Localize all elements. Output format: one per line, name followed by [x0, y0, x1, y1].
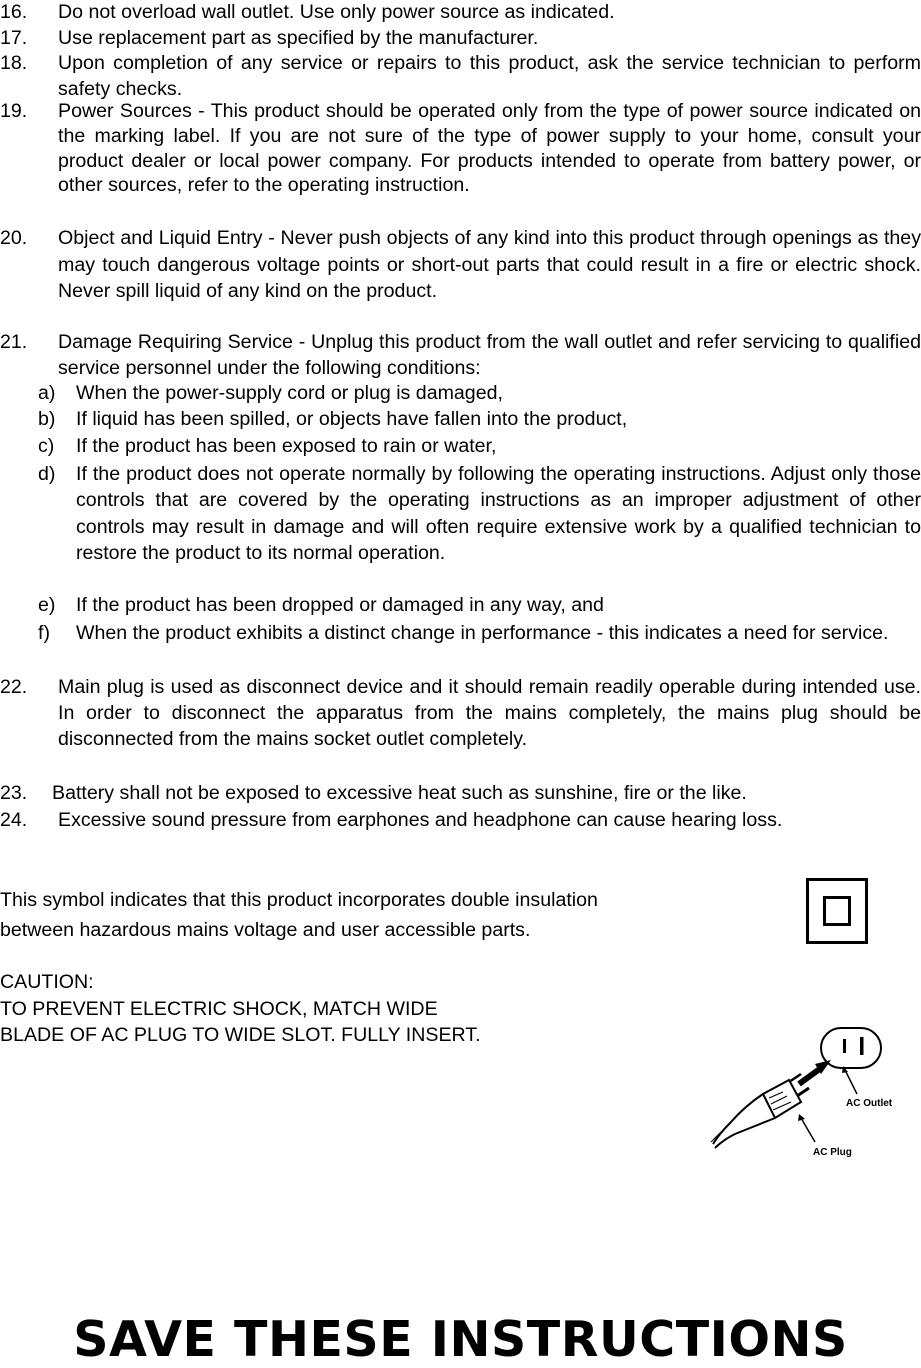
condition-letter: e) [38, 594, 56, 616]
ac-plug-outlet-illustration [705, 1022, 901, 1162]
condition-item [38, 461, 921, 566]
instruction-item [0, 0, 921, 26]
condition-text: If liquid has been spilled, or objects have fallen into the product, [76, 408, 628, 430]
instruction-item [0, 808, 921, 834]
caution-heading: CAUTION: [0, 971, 94, 993]
condition-letter: f) [38, 622, 50, 644]
condition-letter: d) [38, 463, 56, 485]
item-number: 19. [0, 100, 28, 122]
caution-line: BLADE OF AC PLUG TO WIDE SLOT. FULLY INSERT. [0, 1024, 481, 1046]
condition-text: When the product exhibits a distinct change in performance - this indicates a need for service. [76, 622, 889, 644]
condition-item [38, 434, 921, 460]
item-number: 18. [0, 52, 28, 74]
item-text: Do not overload wall outlet. Use only power source as indicated. [58, 1, 615, 23]
instruction-item [0, 225, 921, 305]
condition-text: If the product has been dropped or damaged in any way, and [76, 594, 604, 616]
double-insulation-icon [806, 878, 868, 944]
condition-text: If the product has been exposed to rain or water, [76, 435, 497, 457]
instruction-item [0, 674, 921, 753]
symbol-note-line: between hazardous mains voltage and user accessible parts. [0, 919, 531, 941]
item-text: Use replacement part as specified by the manufacturer. [58, 27, 539, 49]
item-number: 16. [0, 1, 28, 23]
condition-text: If the product does not operate normally by following the operating instructions. Adjust only those controls that are covered by the operating instructions as an improper adjustment of other controls may result in damage and will often require extensive work by a qualified technician to restore the product to its normal operation. [76, 463, 921, 564]
item-text: Upon completion of any service or repairs to this product, ask the service technician to perform safety checks. [58, 52, 921, 100]
ac-outlet-icon [821, 1028, 881, 1068]
item-text: Power Sources - This product should be operated only from the type of power source indicated on the marking label. If you are not sure of the type of power supply to your home, consult your product dealer or local power company. For products intended to operate from battery power, or other sources, refer to the operating instruction. [58, 100, 921, 197]
item-text: Main plug is used as disconnect device and it should remain readily operable during intended use. In order to disconnect the apparatus from the mains completely, the mains plug should be disconnected from the mains socket outlet completely. [58, 676, 921, 751]
condition-letter: c) [38, 435, 55, 457]
save-instructions-title: SAVE THESE INSTRUCTIONS [73, 1311, 848, 1368]
instruction-item [0, 26, 921, 52]
instruction-item [0, 781, 921, 807]
item-number: 17. [0, 27, 28, 49]
item-text: Damage Requiring Service - Unplug this product from the wall outlet and refer servicing to qualified service personnel under the following conditions: [58, 331, 921, 379]
instruction-item [0, 99, 921, 198]
condition-item [38, 620, 921, 647]
caution-line: TO PREVENT ELECTRIC SHOCK, MATCH WIDE [0, 998, 438, 1020]
item-text: Object and Liquid Entry - Never push objects of any kind into this product through openings as they may touch dangerous voltage points or short-out parts that could result in a fire or electric shock. Never spill liquid of any kind on the product. [58, 227, 921, 303]
ac-plug-label: AC Plug [813, 1147, 852, 1158]
condition-letter: a) [38, 382, 56, 404]
ac-plug-icon [711, 1074, 809, 1148]
instruction-item [0, 51, 921, 102]
item-number: 23. [0, 782, 28, 804]
item-text: Battery shall not be exposed to excessive heat such as sunshine, fire or the like. [52, 782, 747, 804]
item-number: 20. [0, 227, 28, 249]
item-number: 21. [0, 331, 28, 353]
ac-outlet-label: AC Outlet [846, 1098, 893, 1109]
condition-text: When the power-supply cord or plug is damaged, [76, 382, 503, 404]
symbol-note-line: This symbol indicates that this product incorporates double insulation [0, 889, 598, 911]
item-number: 24. [0, 809, 28, 831]
condition-item [38, 593, 921, 619]
item-number: 22. [0, 676, 28, 698]
condition-item [38, 407, 921, 433]
condition-letter: b) [38, 408, 56, 430]
item-text: Excessive sound pressure from earphones and headphone can cause hearing loss. [58, 809, 783, 831]
instruction-item [0, 330, 921, 381]
condition-item [38, 381, 921, 407]
